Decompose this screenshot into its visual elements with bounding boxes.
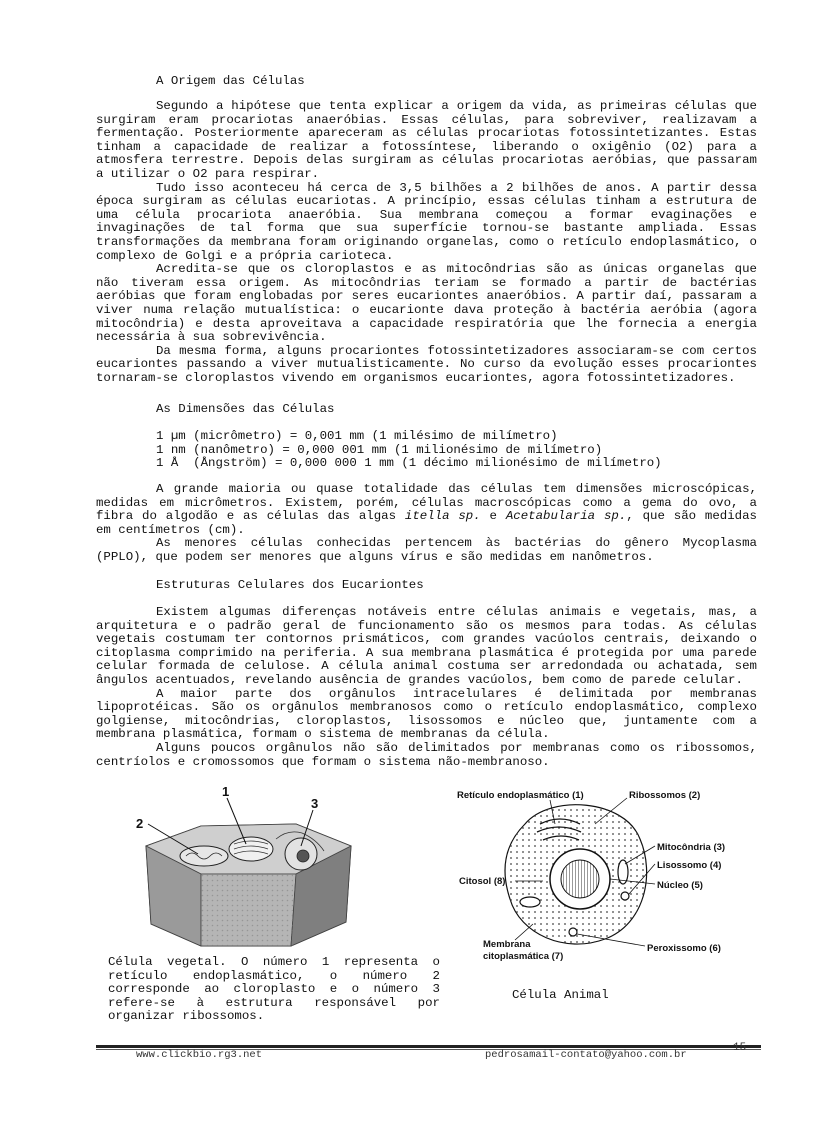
label-reticulo: Retículo endoplasmático (1): [457, 790, 584, 801]
paragraph: A grande maioria ou quase totalidade das células tem dimensões microscópicas, medidas em micrômetros. Existem, porém, células macroscópicas como a gema do ovo, a fibra do algodão e as células das algas itella sp. e Acetabularia sp., que são medidas em centímetros (cm).: [96, 482, 757, 537]
chloroplast-shape: [180, 846, 228, 866]
italic-species: Acetabularia sp.: [505, 509, 627, 524]
footer-website: www.clickbio.rg3.net: [136, 1049, 263, 1061]
label-mitocondria: Mitocôndria (3): [657, 842, 725, 853]
footer-email: pedrosamail-contato@yahoo.com.br: [485, 1049, 687, 1061]
page-number: 15: [733, 1042, 747, 1054]
origem-text: [96, 100, 757, 385]
paragraph: Da mesma forma, alguns procariontes fotossintetizadores associaram-se com certos eucariontes passando a viver mutualisticamente. No curso da evolução esses procariontes tornaram-se cloroplastos vivendo em organismos eucariontes, agora fotossintetizadores.: [96, 343, 757, 385]
paragraph: Segundo a hipótese que tenta explicar a origem da vida, as primeiras células que surgiram eram procariotas anaeróbias. Essas células, para sobreviver, realizavam a fermentação. Posteriormente apareceram as células procariotas fotossintetizantes. Estas tinham a capacidade de realizar a fotossíntese, liberando o oxigênio (O2) para a atmosfera terrestre. Depois delas surgiram as células procariotas aeróbias, que passaram a utilizar o O2 para respirar.: [96, 99, 757, 181]
unit-line: 1 µm (micrômetro) = 0,001 mm (1 milésimo de milímetro): [156, 429, 558, 443]
paragraph: Existem algumas diferenças notáveis entre células animais e vegetais, mas, a arquitetura e o padrão geral de funcionamento são os mesmos para todas. As células vegetais costumam ter contornos prismáticos, com grandes vacúolos centrais, deixando o citoplasma comprimido na periferia. A sua membrana plasmática é protegida por uma parede celular formada de celulose. A célula animal costuma ser arredondada ou achatada, sem ângulos acentuados, revelando ausência de grandes vacúolos, bem como de parede celular.: [96, 605, 757, 687]
plant-figure-caption: Célula vegetal. O número 1 representa o retículo endoplasmático, o número 2 corresponde ao cloroplasto e o número 3 refere-se à estrutura responsável por organizar ribossomos.: [108, 955, 440, 1024]
peroxisome-shape: [569, 928, 577, 936]
lysosome-shape: [621, 892, 629, 900]
plant-label-1: 1: [222, 784, 230, 799]
paragraph: Acredita-se que os cloroplastos e as mitocôndrias são as únicas organelas que não tiveram essa origem. As mitocôndrias teriam se formado a partir de bactérias aeróbias que foram englobadas por seres eucariontes anaeróbios. A partir daí, passaram a viver numa relação mutualística: o eucarionte dava proteção à bactéria aeróbia (agora mitocôndria) e desta aproveitava a capacidade respiratória que lhe fornecia a energia necessária à sua sobrevivência.: [96, 262, 757, 345]
animal-cell-figure: [455, 784, 725, 974]
label-lisossomo: Lisossomo (4): [657, 860, 722, 871]
plant-cell-figure: [106, 784, 446, 954]
label-nucleo: Núcleo (5): [657, 880, 703, 891]
italic-species: itella sp.: [404, 509, 481, 524]
dimensoes-text: [96, 483, 757, 565]
paragraph: Alguns poucos orgânulos não são delimitados por membranas como os ribossomos, centríolos e cromossomos que formam o sistema não-membranoso.: [96, 740, 757, 769]
section-title-dimensoes: As Dimensões das Células: [156, 402, 335, 416]
paragraph: A maior parte dos orgânulos intracelulares é delimitada por membranas lipoprotéicas. São os orgânulos membranosos como o retículo endoplasmático, complexo golgiense, mitocôndrias, cloroplastos, lisossomos e núcleo que, juntamente com a membrana plasmática, formam o sistema de membranas da célula.: [96, 686, 757, 742]
nucleolus-shape: [297, 850, 309, 862]
estruturas-text: [96, 606, 757, 769]
paragraph: Tudo isso aconteceu há cerca de 3,5 bilhões a 2 bilhões de anos. A partir dessa época surgiram as células eucariotas. A princípio, essas células tinham a estrutura de uma célula procariota anaeróbia. Sua membrana começou a formar evaginações e invaginações de tal forma que sua superfície tornou-se bastante ampliada. Essas transformações da membrana foram originando organelas, como o retículo endoplasmático, o complexo de Golgi e a própria carioteca.: [96, 180, 757, 263]
units-list: [156, 430, 662, 471]
section-title-origem: A Origem das Células: [156, 74, 305, 88]
footer-rule: [96, 1045, 761, 1048]
unit-line: 1 nm (nanômetro) = 0,000 001 mm (1 milionésimo de milímetro): [156, 442, 603, 457]
label-ribossomos: Ribossomos (2): [629, 790, 701, 801]
section-title-estruturas: Estruturas Celulares dos Eucariontes: [156, 578, 424, 592]
label-membrana-2: citoplasmática (7): [483, 951, 564, 962]
paragraph: As menores células conhecidas pertencem às bactérias do gênero Mycoplasma (PPLO), que podem ser menores que alguns vírus e são medidas em nanômetros.: [96, 536, 757, 564]
unit-line: 1 Å (Ångström) = 0,000 000 1 mm (1 décimo milionésimo de milímetro): [156, 456, 662, 471]
plant-label-3: 3: [311, 796, 319, 811]
label-citosol: Citosol (8): [459, 876, 506, 887]
label-membrana: Membrana: [483, 939, 531, 950]
label-peroxissomo: Peroxissomo (6): [647, 943, 721, 954]
plant-label-2: 2: [136, 816, 144, 831]
animal-figure-caption: Célula Animal: [512, 988, 609, 1002]
